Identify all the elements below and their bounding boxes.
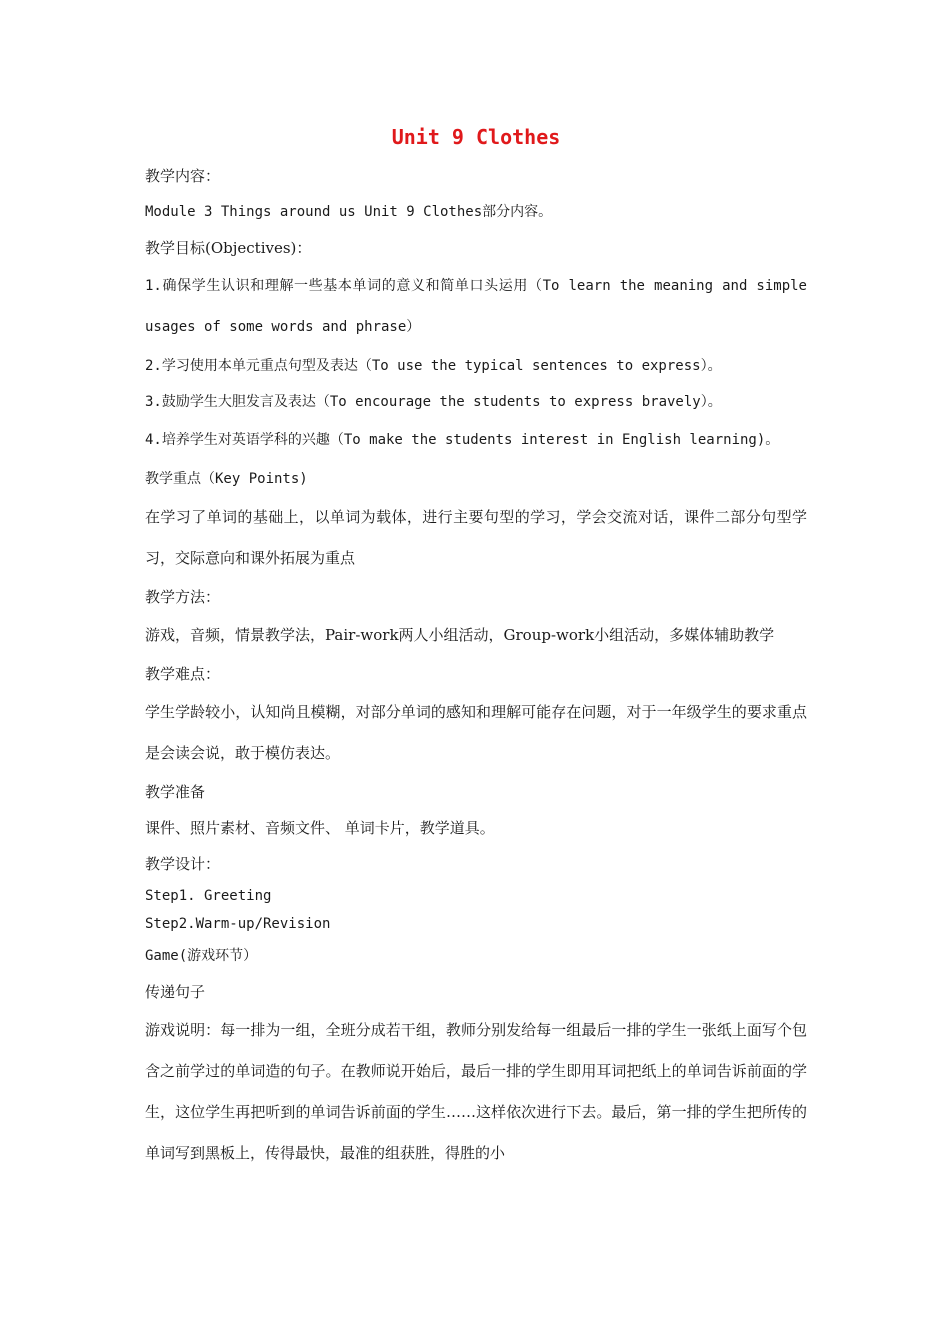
step-2: Step2.Warm-up/Revision (145, 916, 331, 932)
methods-text: 游戏，音频，情景教学法，Pair-work两人小组活动，Group-work小组活动，多媒体辅助教学 (145, 626, 775, 644)
objective-item: 2.学习使用本单元重点句型及表达（To use the typical sentences to express）。 (145, 358, 722, 374)
keypoints-heading: 教学重点（Key Points) (145, 471, 308, 487)
design-heading: 教学设计： (145, 855, 221, 873)
content-text: Module 3 Things around us Unit 9 Clothes部分内容。 (145, 204, 553, 220)
document-title: Unit 9 Clothes (391, 125, 561, 149)
methods-heading: 教学方法： (145, 588, 221, 606)
objective-item: 1.确保学生认识和理解一些基本单词的意义和简单口头运用（To learn the meaning and simple usages of some words and phrase） (145, 278, 807, 335)
game-label: Game(游戏环节） (145, 948, 258, 964)
difficulties-text: 学生学龄较小，认知尚且模糊，对部分单词的感知和理解可能存在问题，对于一年级学生的要求重点是会读会说，敢于模仿表达。 (145, 703, 807, 762)
preparation-heading: 教学准备 (145, 783, 206, 801)
keypoints-text: 在学习了单词的基础上，以单词为载体，进行主要句型的学习，学会交流对话，课件二部分句型学习，交际意向和课外拓展为重点 (145, 508, 807, 567)
game-description: 游戏说明：每一排为一组，全班分成若干组，教师分别发给每一组最后一排的学生一张纸上面写个包含之前学过的单词造的句子。在教师说开始后，最后一排的学生即用耳词把纸上的单词告诉前面的学生，这位学生再把听到的单词告诉前面的学生……这样依次进行下去。最后，第一排的学生把所传的单词写到黑板上，传得最快，最准的组获胜，得胜的小 (145, 1021, 807, 1162)
game-name: 传递句子 (145, 983, 206, 1001)
content-heading: 教学内容： (145, 167, 221, 185)
difficulties-heading: 教学难点： (145, 665, 221, 683)
objectives-heading: 教学目标(Objectives)： (145, 239, 312, 257)
objective-item: 4.培养学生对英语学科的兴趣（To make the students interest in English learning)。 (145, 432, 780, 448)
objective-item: 3.鼓励学生大胆发言及表达（To encourage the students to express bravely）。 (145, 394, 722, 410)
step-1: Step1. Greeting (145, 888, 272, 904)
document-page (145, 120, 807, 1174)
preparation-text: 课件、照片素材、音频文件、 单词卡片，教学道具。 (145, 819, 495, 837)
